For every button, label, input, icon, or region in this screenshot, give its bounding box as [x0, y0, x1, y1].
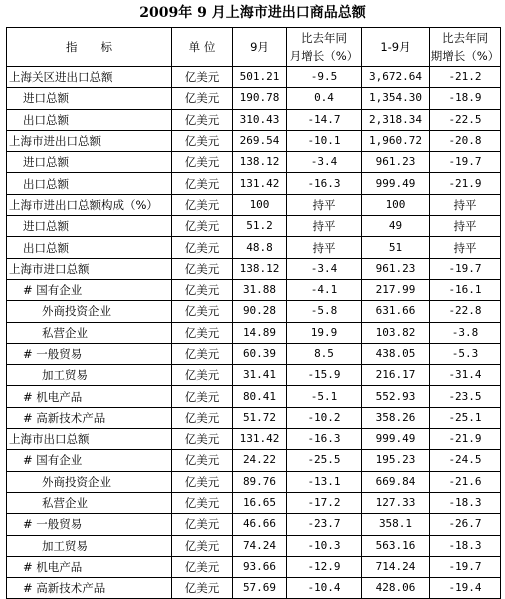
row-ytd-growth: -23.5 [430, 386, 501, 407]
row-unit: 亿美元 [172, 322, 233, 343]
row-ytd-growth: -18.3 [430, 492, 501, 513]
row-ytd-value: 961.23 [362, 258, 430, 279]
row-ytd-value: 358.26 [362, 407, 430, 428]
table-row [7, 492, 501, 513]
header-ytd-growth [430, 28, 501, 67]
row-month-value: 51.72 [233, 407, 287, 428]
row-unit: 亿美元 [172, 365, 233, 386]
row-name: 私营企业 [7, 322, 172, 343]
row-month-growth: -16.3 [287, 173, 362, 194]
table-row [7, 578, 501, 599]
row-name: 出口总额 [7, 173, 172, 194]
row-ytd-value: 49 [362, 216, 430, 237]
row-ytd-growth: -19.7 [430, 258, 501, 279]
header-month-growth-line1: 比去年同 [301, 31, 347, 45]
row-month-value: 501.21 [233, 67, 287, 88]
row-month-growth: -3.4 [287, 258, 362, 279]
table-row [7, 216, 501, 237]
row-ytd-growth: -21.6 [430, 471, 501, 492]
table-row [7, 173, 501, 194]
row-month-growth: -10.3 [287, 535, 362, 556]
row-ytd-value: 438.05 [362, 343, 430, 364]
row-name: 加工贸易 [7, 535, 172, 556]
row-month-growth: -15.9 [287, 365, 362, 386]
row-name: # 一般贸易 [7, 514, 172, 535]
row-ytd-value: 100 [362, 194, 430, 215]
row-month-value: 138.12 [233, 152, 287, 173]
row-ytd-growth: 持平 [430, 237, 501, 258]
row-month-value: 51.2 [233, 216, 287, 237]
row-name: # 国有企业 [7, 450, 172, 471]
row-month-growth: 19.9 [287, 322, 362, 343]
row-ytd-value: 103.82 [362, 322, 430, 343]
row-unit: 亿美元 [172, 173, 233, 194]
row-unit: 亿美元 [172, 514, 233, 535]
row-unit: 亿美元 [172, 194, 233, 215]
row-name: 进口总额 [7, 88, 172, 109]
row-ytd-value: 1,960.72 [362, 130, 430, 151]
table-row [7, 237, 501, 258]
row-unit: 亿美元 [172, 130, 233, 151]
row-month-growth: -17.2 [287, 492, 362, 513]
row-name: 上海市进出口总额 [7, 130, 172, 151]
row-month-value: 100 [233, 194, 287, 215]
row-month-growth: -3.4 [287, 152, 362, 173]
header-ytd-growth-line1: 比去年同 [442, 31, 488, 45]
row-month-value: 46.66 [233, 514, 287, 535]
row-ytd-growth: -21.9 [430, 173, 501, 194]
header-month-growth [287, 28, 362, 67]
row-name: 出口总额 [7, 237, 172, 258]
row-unit: 亿美元 [172, 301, 233, 322]
table-row [7, 343, 501, 364]
row-ytd-growth: -31.4 [430, 365, 501, 386]
row-unit: 亿美元 [172, 258, 233, 279]
row-ytd-growth: -21.2 [430, 67, 501, 88]
row-ytd-growth: -21.9 [430, 429, 501, 450]
row-name: 加工贸易 [7, 365, 172, 386]
table-row [7, 556, 501, 577]
row-month-value: 80.41 [233, 386, 287, 407]
row-ytd-value: 999.49 [362, 173, 430, 194]
row-ytd-growth: -18.9 [430, 88, 501, 109]
row-ytd-growth: -5.3 [430, 343, 501, 364]
row-name: 外商投资企业 [7, 301, 172, 322]
row-ytd-growth: -22.8 [430, 301, 501, 322]
row-ytd-value: 2,318.34 [362, 109, 430, 130]
table-row [7, 194, 501, 215]
table-row [7, 407, 501, 428]
row-month-value: 31.88 [233, 279, 287, 300]
row-unit: 亿美元 [172, 578, 233, 599]
row-month-value: 57.69 [233, 578, 287, 599]
row-ytd-growth: -26.7 [430, 514, 501, 535]
row-ytd-growth: -22.5 [430, 109, 501, 130]
row-unit: 亿美元 [172, 535, 233, 556]
row-month-value: 131.42 [233, 429, 287, 450]
row-unit: 亿美元 [172, 386, 233, 407]
row-ytd-value: 714.24 [362, 556, 430, 577]
header-ytd-growth-line2: 期增长（%） [430, 49, 500, 63]
row-month-value: 31.41 [233, 365, 287, 386]
row-name: 上海市出口总额 [7, 429, 172, 450]
row-ytd-growth: -19.4 [430, 578, 501, 599]
row-month-value: 138.12 [233, 258, 287, 279]
row-name: 上海市进口总额 [7, 258, 172, 279]
row-month-growth: -13.1 [287, 471, 362, 492]
row-ytd-value: 631.66 [362, 301, 430, 322]
row-name: 进口总额 [7, 216, 172, 237]
row-ytd-growth: -18.3 [430, 535, 501, 556]
table-row [7, 279, 501, 300]
header-month-growth-line2: 月增长（%） [289, 49, 359, 63]
row-ytd-value: 3,672.64 [362, 67, 430, 88]
row-month-value: 24.22 [233, 450, 287, 471]
table-row [7, 535, 501, 556]
row-month-growth: -9.5 [287, 67, 362, 88]
row-unit: 亿美元 [172, 556, 233, 577]
row-month-value: 310.43 [233, 109, 287, 130]
trade-table [6, 27, 501, 599]
row-ytd-value: 51 [362, 237, 430, 258]
row-month-growth: -4.1 [287, 279, 362, 300]
row-month-growth: 0.4 [287, 88, 362, 109]
row-ytd-value: 669.84 [362, 471, 430, 492]
table-row [7, 365, 501, 386]
row-name: 外商投资企业 [7, 471, 172, 492]
table-row [7, 258, 501, 279]
row-month-value: 16.65 [233, 492, 287, 513]
row-ytd-value: 216.17 [362, 365, 430, 386]
row-ytd-growth: -24.5 [430, 450, 501, 471]
row-month-growth: -25.5 [287, 450, 362, 471]
row-name: 私营企业 [7, 492, 172, 513]
row-unit: 亿美元 [172, 492, 233, 513]
row-ytd-growth: 持平 [430, 194, 501, 215]
row-ytd-value: 563.16 [362, 535, 430, 556]
table-row [7, 322, 501, 343]
row-name: # 机电产品 [7, 556, 172, 577]
row-month-value: 60.39 [233, 343, 287, 364]
header-unit: 单 位 [172, 28, 233, 67]
row-unit: 亿美元 [172, 152, 233, 173]
table-row [7, 109, 501, 130]
row-unit: 亿美元 [172, 67, 233, 88]
row-ytd-value: 217.99 [362, 279, 430, 300]
row-ytd-value: 999.49 [362, 429, 430, 450]
table-row [7, 471, 501, 492]
row-name: 上海关区进出口总额 [7, 67, 172, 88]
row-name: # 国有企业 [7, 279, 172, 300]
row-ytd-value: 127.33 [362, 492, 430, 513]
row-month-value: 89.76 [233, 471, 287, 492]
header-indicator: 指 标 [7, 28, 172, 67]
row-month-growth: -10.1 [287, 130, 362, 151]
row-ytd-value: 195.23 [362, 450, 430, 471]
row-month-value: 14.89 [233, 322, 287, 343]
row-month-growth: 持平 [287, 237, 362, 258]
table-row [7, 88, 501, 109]
row-unit: 亿美元 [172, 216, 233, 237]
table-row [7, 450, 501, 471]
row-name: 上海市进出口总额构成（%） [7, 194, 172, 215]
row-ytd-growth: -16.1 [430, 279, 501, 300]
row-name: 进口总额 [7, 152, 172, 173]
row-unit: 亿美元 [172, 471, 233, 492]
row-month-value: 74.24 [233, 535, 287, 556]
row-month-growth: -5.8 [287, 301, 362, 322]
table-body [7, 67, 501, 599]
row-unit: 亿美元 [172, 407, 233, 428]
row-ytd-growth: -25.1 [430, 407, 501, 428]
row-month-value: 93.66 [233, 556, 287, 577]
row-unit: 亿美元 [172, 450, 233, 471]
row-month-value: 90.28 [233, 301, 287, 322]
row-month-growth: 8.5 [287, 343, 362, 364]
page-title: 2009年 9 月上海市进出口商品总额 [139, 5, 366, 21]
header-ytd: 1-9月 [362, 28, 430, 67]
row-name: # 机电产品 [7, 386, 172, 407]
row-ytd-value: 961.23 [362, 152, 430, 173]
row-unit: 亿美元 [172, 343, 233, 364]
row-month-growth: -12.9 [287, 556, 362, 577]
header-month: 9月 [233, 28, 287, 67]
row-month-value: 48.8 [233, 237, 287, 258]
table-row [7, 429, 501, 450]
row-name: # 高新技术产品 [7, 407, 172, 428]
row-month-value: 190.78 [233, 88, 287, 109]
row-name: 出口总额 [7, 109, 172, 130]
table-row [7, 67, 501, 88]
row-unit: 亿美元 [172, 279, 233, 300]
row-ytd-value: 552.93 [362, 386, 430, 407]
table-row [7, 386, 501, 407]
table-row [7, 130, 501, 151]
table-row [7, 514, 501, 535]
row-name: # 高新技术产品 [7, 578, 172, 599]
row-ytd-growth: -3.8 [430, 322, 501, 343]
row-name: # 一般贸易 [7, 343, 172, 364]
row-ytd-growth: 持平 [430, 216, 501, 237]
row-unit: 亿美元 [172, 109, 233, 130]
row-month-growth: -14.7 [287, 109, 362, 130]
row-month-value: 131.42 [233, 173, 287, 194]
row-ytd-growth: -19.7 [430, 152, 501, 173]
table-row [7, 301, 501, 322]
header-row [7, 28, 501, 67]
row-unit: 亿美元 [172, 88, 233, 109]
row-month-growth: -23.7 [287, 514, 362, 535]
row-month-value: 269.54 [233, 130, 287, 151]
row-ytd-value: 1,354.30 [362, 88, 430, 109]
row-ytd-value: 358.1 [362, 514, 430, 535]
row-ytd-growth: -20.8 [430, 130, 501, 151]
row-unit: 亿美元 [172, 237, 233, 258]
row-month-growth: -16.3 [287, 429, 362, 450]
table-row [7, 152, 501, 173]
row-unit: 亿美元 [172, 429, 233, 450]
row-month-growth: 持平 [287, 194, 362, 215]
row-month-growth: 持平 [287, 216, 362, 237]
row-month-growth: -10.2 [287, 407, 362, 428]
row-ytd-growth: -19.7 [430, 556, 501, 577]
row-ytd-value: 428.06 [362, 578, 430, 599]
row-month-growth: -5.1 [287, 386, 362, 407]
row-month-growth: -10.4 [287, 578, 362, 599]
